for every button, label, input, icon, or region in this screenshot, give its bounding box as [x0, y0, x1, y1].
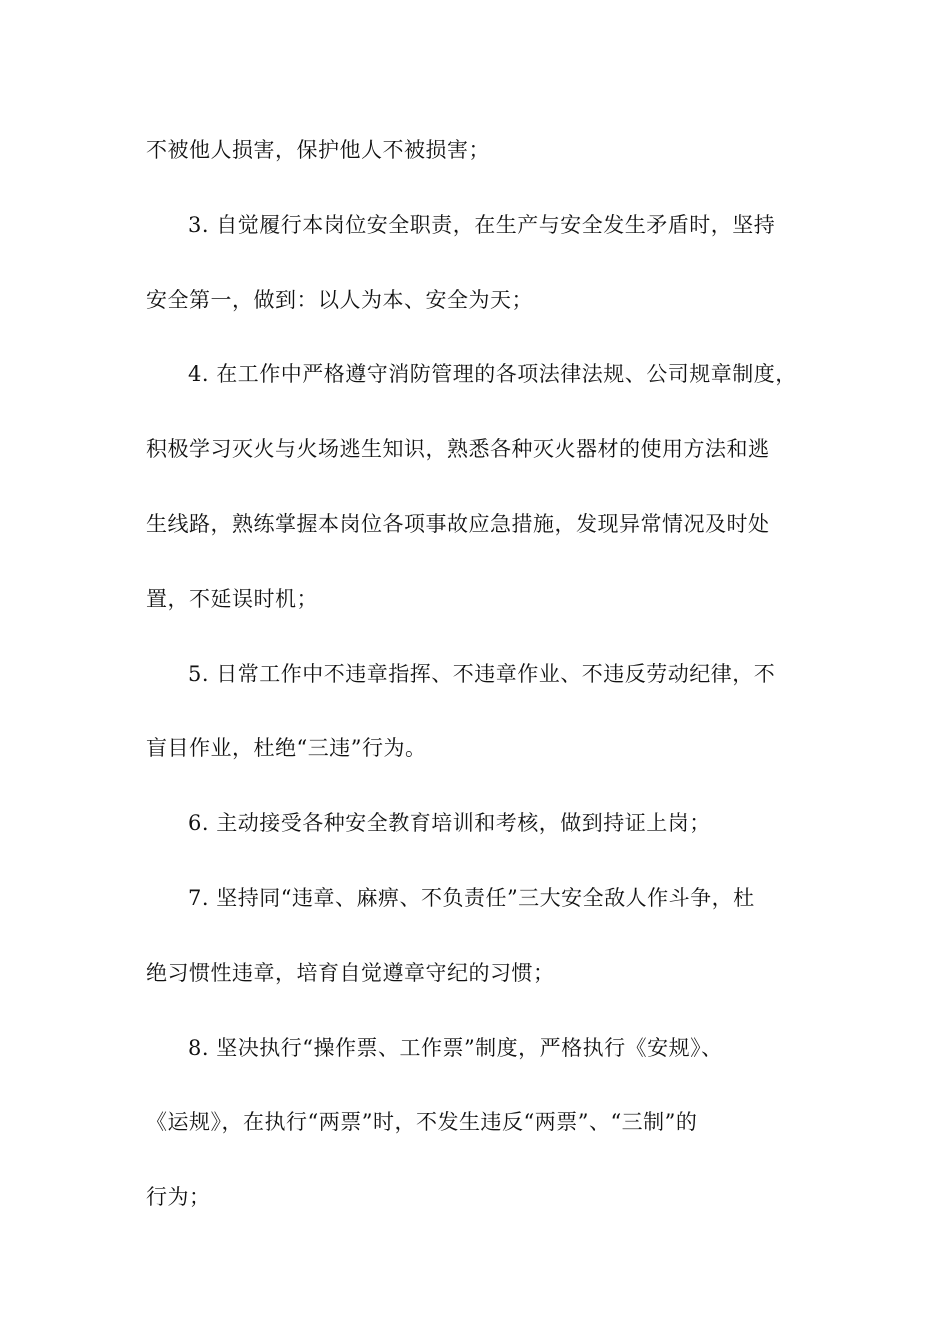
item-7-line-1: 7. 坚持同“违章、麻痹、不负责任”三大安全敌人作斗争，杜: [188, 886, 755, 910]
text-line: 不被他人损害，保护他人不被损害；: [146, 138, 490, 162]
item-4-line-3: 生线路，熟练掌握本岗位各项事故应急措施，发现异常情况及时处: [146, 512, 770, 536]
item-3-line-2: 安全第一，做到：以人为本、安全为天；: [146, 288, 533, 312]
item-3-line-1: 3. 自觉履行本岗位安全职责，在生产与安全发生矛盾时，坚持: [188, 213, 776, 237]
item-8-line-3: 行为；: [146, 1185, 211, 1209]
item-4-line-2: 积极学习灭火与火场逃生知识，熟悉各种灭火器材的使用方法和逃: [146, 437, 770, 461]
item-4-line-1: 4. 在工作中严格遵守消防管理的各项法律法规、公司规章制度，: [188, 362, 797, 386]
item-4-line-4: 置，不延误时机；: [146, 587, 318, 611]
item-8-line-1: 8. 坚决执行“操作票、工作票”制度，严格执行《安规》、: [188, 1036, 723, 1060]
item-5-line-1: 5. 日常工作中不违章指挥、不违章作业、不违反劳动纪律，不: [188, 662, 776, 686]
item-8-line-2: 《运规》，在执行“两票”时，不发生违反“两票”、“三制”的: [146, 1110, 698, 1134]
item-6-line-1: 6. 主动接受各种安全教育培训和考核，做到持证上岗；: [188, 811, 711, 835]
item-7-line-2: 绝习惯性违章，培育自觉遵章守纪的习惯；: [146, 961, 555, 985]
item-5-line-2: 盲目作业，杜绝“三违”行为。: [146, 736, 427, 760]
